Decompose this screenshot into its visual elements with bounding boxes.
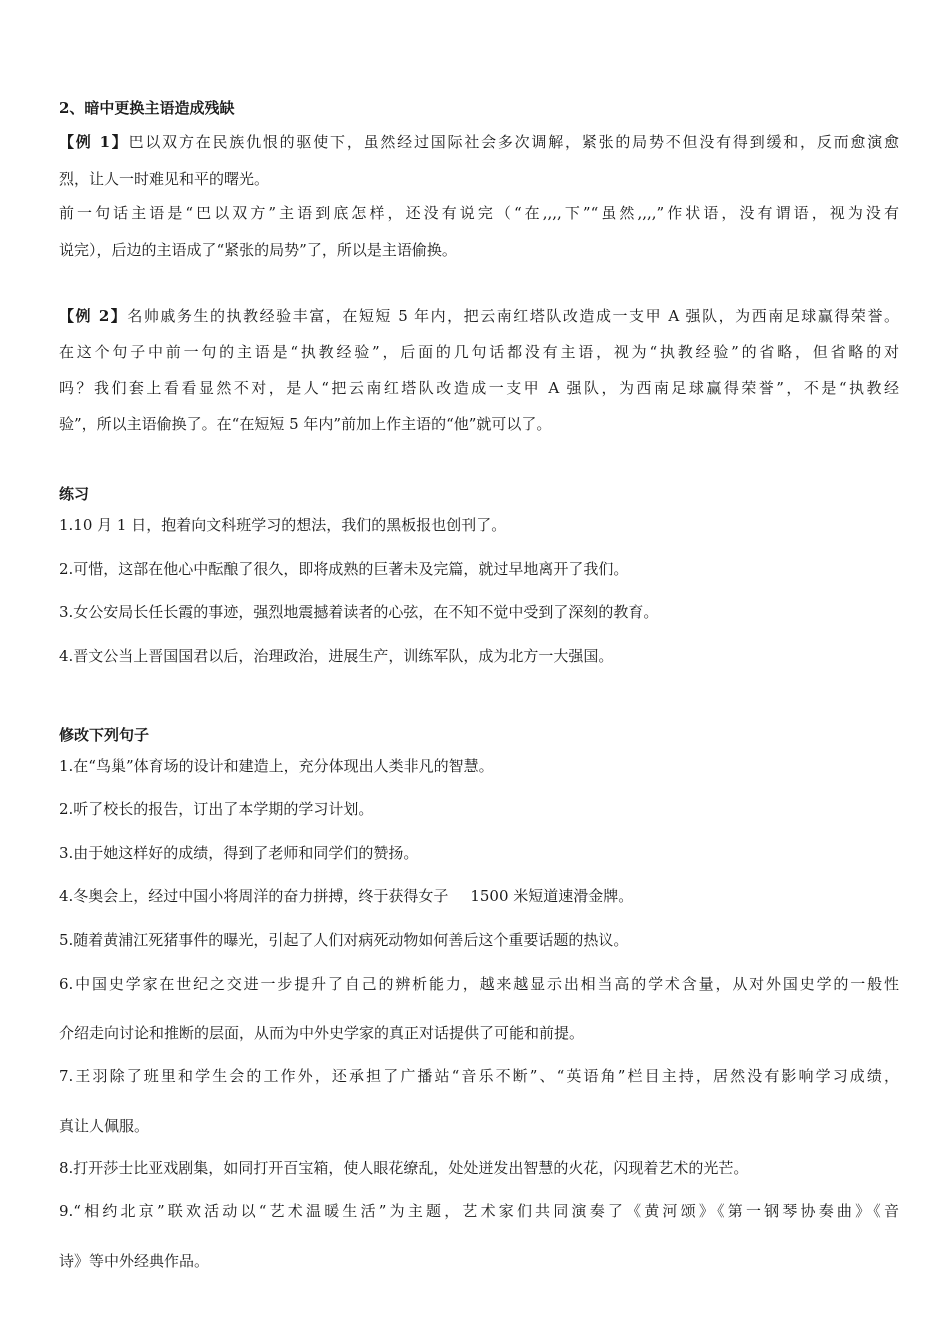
revise-item: 1.在“鸟巢”体育场的设计和建造上，充分体现出人类非凡的智慧。 <box>59 757 494 775</box>
example-2-explanation-1: 在这个句子中前一句的主语是“执教经验”，后面的几句话都没有主语，视为“执教经验”的省略，但省略的对 <box>59 343 899 361</box>
revise-item: 6.中国史学家在世纪之交进一步提升了自己的辨析能力，越来越显示出相当高的学术含量，从对外国史学的一般性 <box>59 975 899 993</box>
revise-item-continuation: 介绍走向讨论和推断的层面，从而为中外史学家的真正对话提供了可能和前提。 <box>59 1024 585 1042</box>
revise-item-continuation: 诗》等中外经典作品。 <box>59 1252 210 1270</box>
revise-item: 7.王羽除了班里和学生会的工作外，还承担了广播站“音乐不断”、“英语角”栏目主持，居然没有影响学习成绩， <box>59 1067 899 1085</box>
revise-item: 8.打开莎士比亚戏剧集，如同打开百宝箱，使人眼花缭乱，处处迸发出智慧的火花，闪现着艺术的光芒。 <box>59 1159 749 1177</box>
example-1-explanation-2: 说完），后边的主语成了“紧张的局势”了，所以是主语偷换。 <box>59 241 457 259</box>
example-2-explanation-2: 吗？我们套上看看显然不对，是人“把云南红塔队改造成一支甲 A 强队，为西南足球赢得荣誉”，不是“执教经 <box>59 379 899 397</box>
revise-item: 9.“相约北京”联欢活动以“艺术温暖生活”为主题，艺术家们共同演奏了《黄河颂》《第一钢琴协奏曲》《音 <box>59 1202 899 1220</box>
example-1-tag: 【例 1】 <box>59 133 129 151</box>
practice-item: 4.晋文公当上晋国国君以后，治理政治，进展生产，训练军队，成为北方一大强国。 <box>59 647 614 665</box>
practice-item: 3.女公安局长任长霞的事迹，强烈地震撼着读者的心弦，在不知不觉中受到了深刻的教育。 <box>59 603 659 621</box>
example-2-tag: 【例 2】 <box>59 307 128 325</box>
revise-heading: 修改下列句子 <box>59 726 150 744</box>
example-1-explanation-1: 前一句话主语是“巴以双方”主语到底怎样，还没有说完（“在,,,,下”“虽然,,,,”作状语，没有谓语，视为没有 <box>59 204 899 222</box>
practice-item: 2.可惜，这部在他心中酝酿了很久，即将成熟的巨著未及完篇，就过早地离开了我们。 <box>59 560 629 578</box>
section-heading: 2、暗中更换主语造成残缺 <box>59 99 235 117</box>
revise-item: 2.听了校长的报告，订出了本学期的学习计划。 <box>59 800 374 818</box>
revise-item: 4.冬奥会上，经过中国小将周洋的奋力拼搏，终于获得女子 1500 米短道速滑金牌。 <box>59 887 634 905</box>
revise-item-continuation: 真让人佩服。 <box>59 1117 150 1135</box>
example-2-line-1 <box>59 306 899 326</box>
example-2-explanation-3: 验”，所以主语偷换了。在“在短短 5 年内”前加上作主语的“他”就可以了。 <box>59 415 552 433</box>
revise-item: 5.随着黄浦江死猪事件的曝光，引起了人们对病死动物如何善后这个重要话题的热议。 <box>59 931 629 949</box>
example-1-text: 巴以双方在民族仇恨的驱使下，虽然经过国际社会多次调解，紧张的局势不但没有得到缓和，反而愈演愈 <box>128 133 899 151</box>
practice-item: 1.10 月 1 日，抱着向文科班学习的想法，我们的黑板报也创刊了。 <box>59 516 507 534</box>
example-1-line-1 <box>59 132 899 152</box>
example-2-text: 名帅戚务生的执教经验丰富，在短短 5 年内，把云南红塔队改造成一支甲 A 强队，为西南足球赢得荣誉。 <box>127 307 899 325</box>
example-1-line-2: 烈，让人一时难见和平的曙光。 <box>59 170 270 188</box>
practice-heading: 练习 <box>59 485 90 503</box>
revise-item: 3.由于她这样好的成绩，得到了老师和同学们的赞扬。 <box>59 844 419 862</box>
